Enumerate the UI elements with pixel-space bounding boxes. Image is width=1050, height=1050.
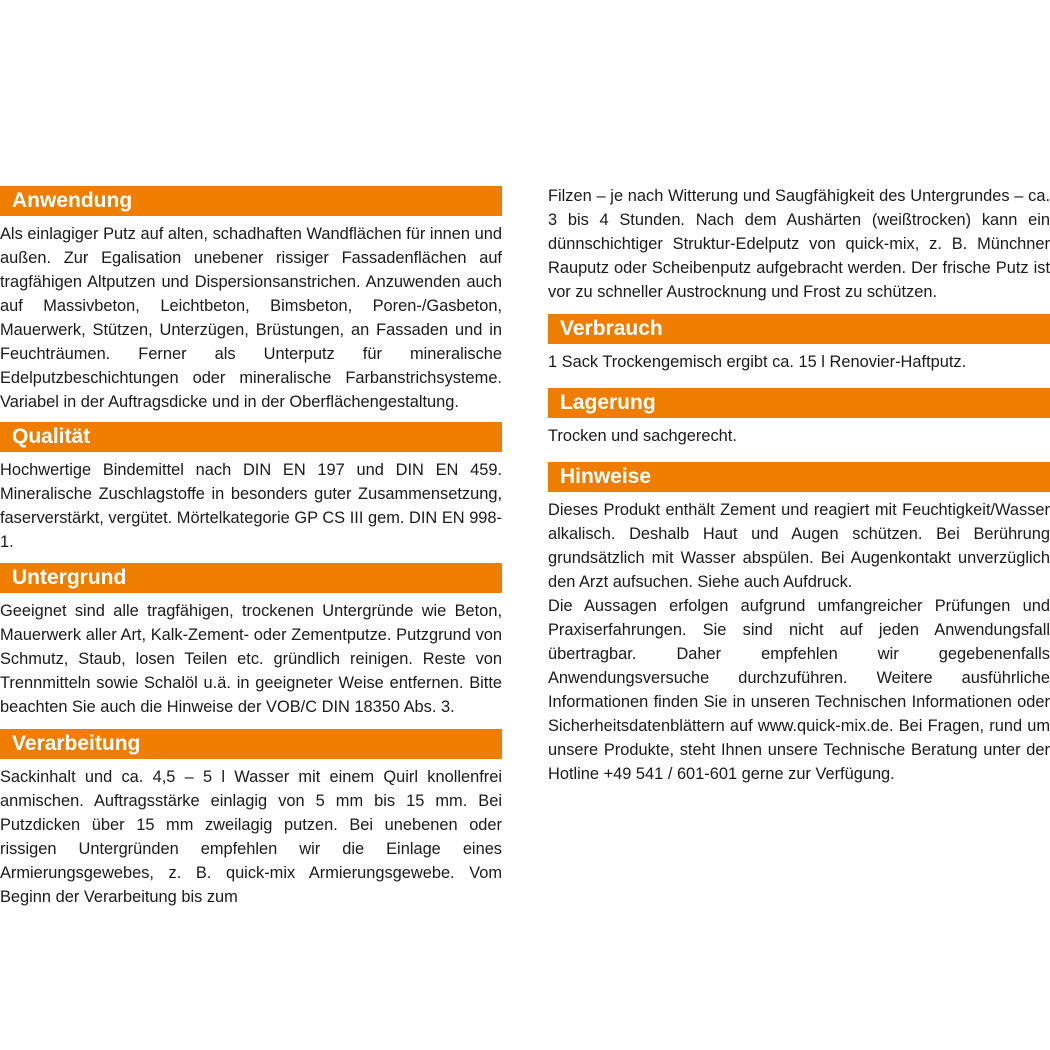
lagerung-paragraph: Trocken und sachgerecht. <box>548 427 737 445</box>
section-heading-verarbeitung: Verarbeitung <box>0 729 502 759</box>
section-text-verbrauch <box>548 350 1050 374</box>
left-column <box>0 186 502 909</box>
section-text-qualitaet <box>0 458 502 554</box>
section-text-anwendung <box>0 222 502 414</box>
verarbeitung-paragraph: Sackinhalt und ca. 4,5 – 5 l Wasser mit einem Quirl knollenfrei anmischen. Auftragsstärke einlagig von 5 mm bis 15 mm. Bei Putzdicken über 15 mm zweilagig putzen. Bei unebenen oder rissigen Untergründen empfehlen wir die Einlage eines Armierungsgewebes, z. B. quick-mix Armierungsgewebe. Vom Beginn der Verarbeitung bis zum <box>0 768 502 906</box>
hinweise-paragraph-1: Dieses Produkt enthält Zement und reagiert mit Feuchtigkeit/Wasser alkalisch. Deshalb Haut und Augen schützen. Bei Berührung grundsätzlich mit Wasser abspülen. Bei Augenkontakt unverzüglich den Arzt aufsuchen. Siehe auch Aufdruck. <box>548 501 1050 591</box>
verarbeitung-continued-text <box>548 184 1050 304</box>
section-heading-hinweise: Hinweise <box>548 462 1050 492</box>
qualitaet-paragraph: Hochwertige Bindemittel nach DIN EN 197 und DIN EN 459. Mineralische Zuschlagstoffe in besonders guter Zusammensetzung, faserverstärkt, vergütet. Mörtelkategorie GP CS III gem. DIN EN 998-1. <box>0 461 502 551</box>
section-heading-lagerung: Lagerung <box>548 388 1050 418</box>
section-lagerung <box>548 388 1050 448</box>
section-text-verarbeitung <box>0 765 502 909</box>
section-heading-qualitaet: Qualität <box>0 422 502 452</box>
section-heading-untergrund: Untergrund <box>0 563 502 593</box>
right-column <box>548 184 1050 786</box>
section-text-lagerung <box>548 424 1050 448</box>
untergrund-paragraph: Geeignet sind alle tragfähigen, trockenen Untergründe wie Beton, Mauerwerk aller Art, Kalk-Zement- oder Zementputze. Putzgrund von Schmutz, Staub, losen Teilen etc. gründlich reinigen. Reste von Trennmitteln sowie Schalöl u.ä. in geeigneter Weise entfernen. Bitte beachten Sie auch die Hinweise der VOB/C DIN 18350 Abs. 3. <box>0 602 502 716</box>
section-hinweise <box>548 462 1050 786</box>
section-qualitaet <box>0 422 502 554</box>
section-text-untergrund <box>0 599 502 719</box>
hinweise-paragraph-2: Die Aussagen erfolgen aufgrund umfangreicher Prüfungen und Praxiserfahrungen. Sie sind nicht auf jeden Anwendungsfall übertragbar. Daher empfehlen wir gegebenenfalls Anwendungsversuche durchzuführen. Weitere ausführliche Informationen finden Sie in unseren Technischen Informationen oder Sicherheitsdatenblättern auf www.quick-mix.de. Bei Fragen, rund um unsere Produkte, steht Ihnen unsere Technische Beratung unter der Hotline +49 541 / 601-601 gerne zur Verfügung. <box>548 597 1050 783</box>
section-untergrund <box>0 563 502 719</box>
section-verarbeitung <box>0 729 502 909</box>
section-text-hinweise <box>548 498 1050 786</box>
verarbeitung-continued-paragraph: Filzen – je nach Witterung und Saugfähigkeit des Untergrundes – ca. 3 bis 4 Stunden. Nach dem Aushärten (weißtrocken) kann ein dünnschichtiger Struktur-Edelputz von quick-mix, z. B. Münchner Rauputz oder Scheibenputz aufgebracht werden. Der frische Putz ist vor zu schneller Austrocknung und Frost zu schützen. <box>548 187 1050 301</box>
section-verbrauch <box>548 314 1050 374</box>
anwendung-paragraph: Als einlagiger Putz auf alten, schadhaften Wandflächen für innen und außen. Zur Egalisation unebener rissiger Fassadenflächen auf tragfähigen Altputzen und Dispersionsanstrichen. Anzuwenden auch auf Massivbeton, Leichtbeton, Bimsbeton, Poren-/Gasbeton, Mauerwerk, Stützen, Unterzügen, Brüstungen, an Fassaden und in Feuchträumen. Ferner als Unterputz für mineralische Edelputzbeschichtungen oder mineralische Farbanstrichsysteme. Variabel in der Auftragsdicke und in der Oberflächengestaltung. <box>0 225 502 411</box>
section-heading-verbrauch: Verbrauch <box>548 314 1050 344</box>
section-heading-anwendung: Anwendung <box>0 186 502 216</box>
verbrauch-paragraph: 1 Sack Trockengemisch ergibt ca. 15 l Renovier-Haftputz. <box>548 353 967 371</box>
section-anwendung <box>0 186 502 414</box>
